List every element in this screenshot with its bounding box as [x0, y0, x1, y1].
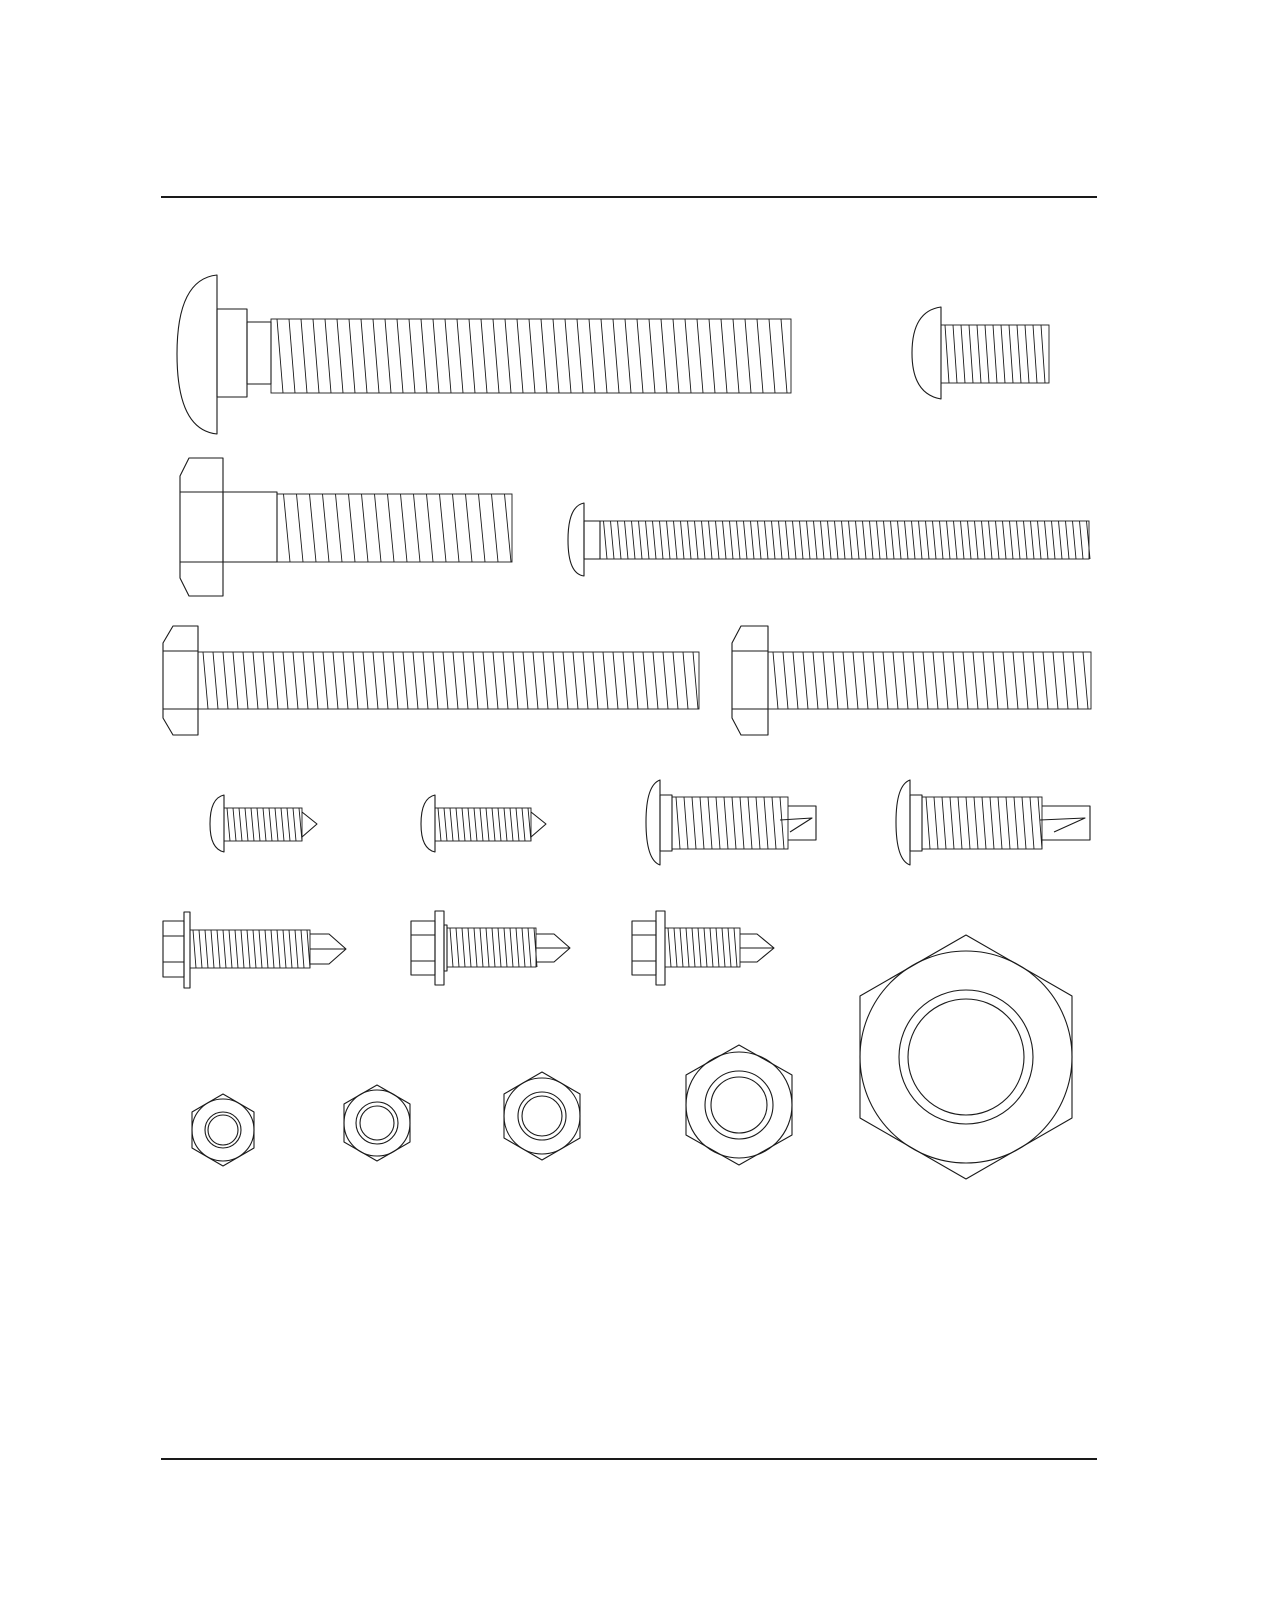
thread-outline: [271, 319, 791, 393]
hex-bolt-long: [163, 626, 699, 735]
thread-lines: [945, 325, 1045, 383]
hex-bolt-icon: [180, 458, 223, 596]
thread: [600, 521, 1090, 559]
self-drilling-screw-icon: [632, 921, 656, 975]
hex-nut-icon: [860, 935, 1072, 1179]
self-drilling-screw-3: [632, 911, 774, 985]
thread-lines: [203, 652, 698, 709]
hex-bolt-medium: [732, 626, 1091, 735]
thread: [435, 808, 531, 841]
hex-nut-3: [504, 1072, 580, 1160]
thread-lines: [450, 928, 537, 967]
self-drilling-screw-icon: [411, 921, 435, 975]
button-head-screw-icon: [912, 307, 941, 399]
thread-lines: [926, 797, 1042, 849]
thread-lines: [773, 652, 1088, 709]
thread: [941, 325, 1049, 383]
hex-nut-icon: [686, 1045, 792, 1165]
thread-lines: [284, 494, 512, 562]
thread-lines: [676, 797, 784, 849]
hex-nut-1: [192, 1094, 254, 1166]
thread: [271, 319, 791, 393]
thread-lines: [604, 521, 1091, 559]
hex-bolt-short: [180, 458, 512, 596]
thread-lines: [227, 808, 302, 841]
thread: [672, 797, 788, 849]
hex-nut-2: [344, 1085, 410, 1161]
hex-nut-icon: [192, 1094, 254, 1166]
self-drilling-screw-icon: [163, 921, 184, 977]
hex-bolt-icon: [732, 626, 768, 735]
pan-head-tapping-screw-2: [421, 795, 546, 852]
tapping-screw-icon: [210, 795, 224, 852]
self-drilling-screw-2: [411, 911, 570, 985]
hex-nut-5: [860, 935, 1072, 1179]
thread-lines: [438, 808, 531, 841]
self-drilling-screw-1: [163, 912, 346, 988]
thread-outline: [768, 652, 1091, 709]
hex-nut-icon: [344, 1085, 410, 1161]
thread-cutting-screw-icon: [646, 780, 660, 865]
thread-lines: [668, 928, 737, 967]
carriage-bolt-long: [177, 275, 791, 434]
hex-nut-4: [686, 1045, 792, 1165]
thread: [665, 928, 740, 967]
thread: [922, 797, 1042, 849]
thread: [277, 494, 512, 562]
hex-nut-icon: [504, 1072, 580, 1160]
thread: [768, 652, 1091, 709]
carriage-bolt-thin: [568, 503, 1090, 576]
thread: [190, 930, 310, 968]
carriage-bolt-icon: [177, 275, 217, 434]
thread-cutting-screw-2: [896, 780, 1090, 865]
thread-cutting-screw-icon: [896, 780, 910, 865]
thread: [224, 808, 302, 841]
tapping-screw-icon: [421, 795, 435, 852]
thread-lines: [277, 319, 787, 393]
thread-lines: [193, 930, 310, 968]
thread: [198, 652, 699, 709]
thread: [447, 928, 537, 967]
thread-outline: [672, 797, 788, 849]
hex-bolt-icon: [163, 626, 198, 735]
button-head-screw: [912, 307, 1049, 399]
carriage-bolt-icon: [568, 503, 584, 576]
thread-cutting-screw-1: [646, 780, 816, 865]
thread-outline: [277, 494, 512, 562]
pan-head-tapping-screw-1: [210, 795, 317, 852]
